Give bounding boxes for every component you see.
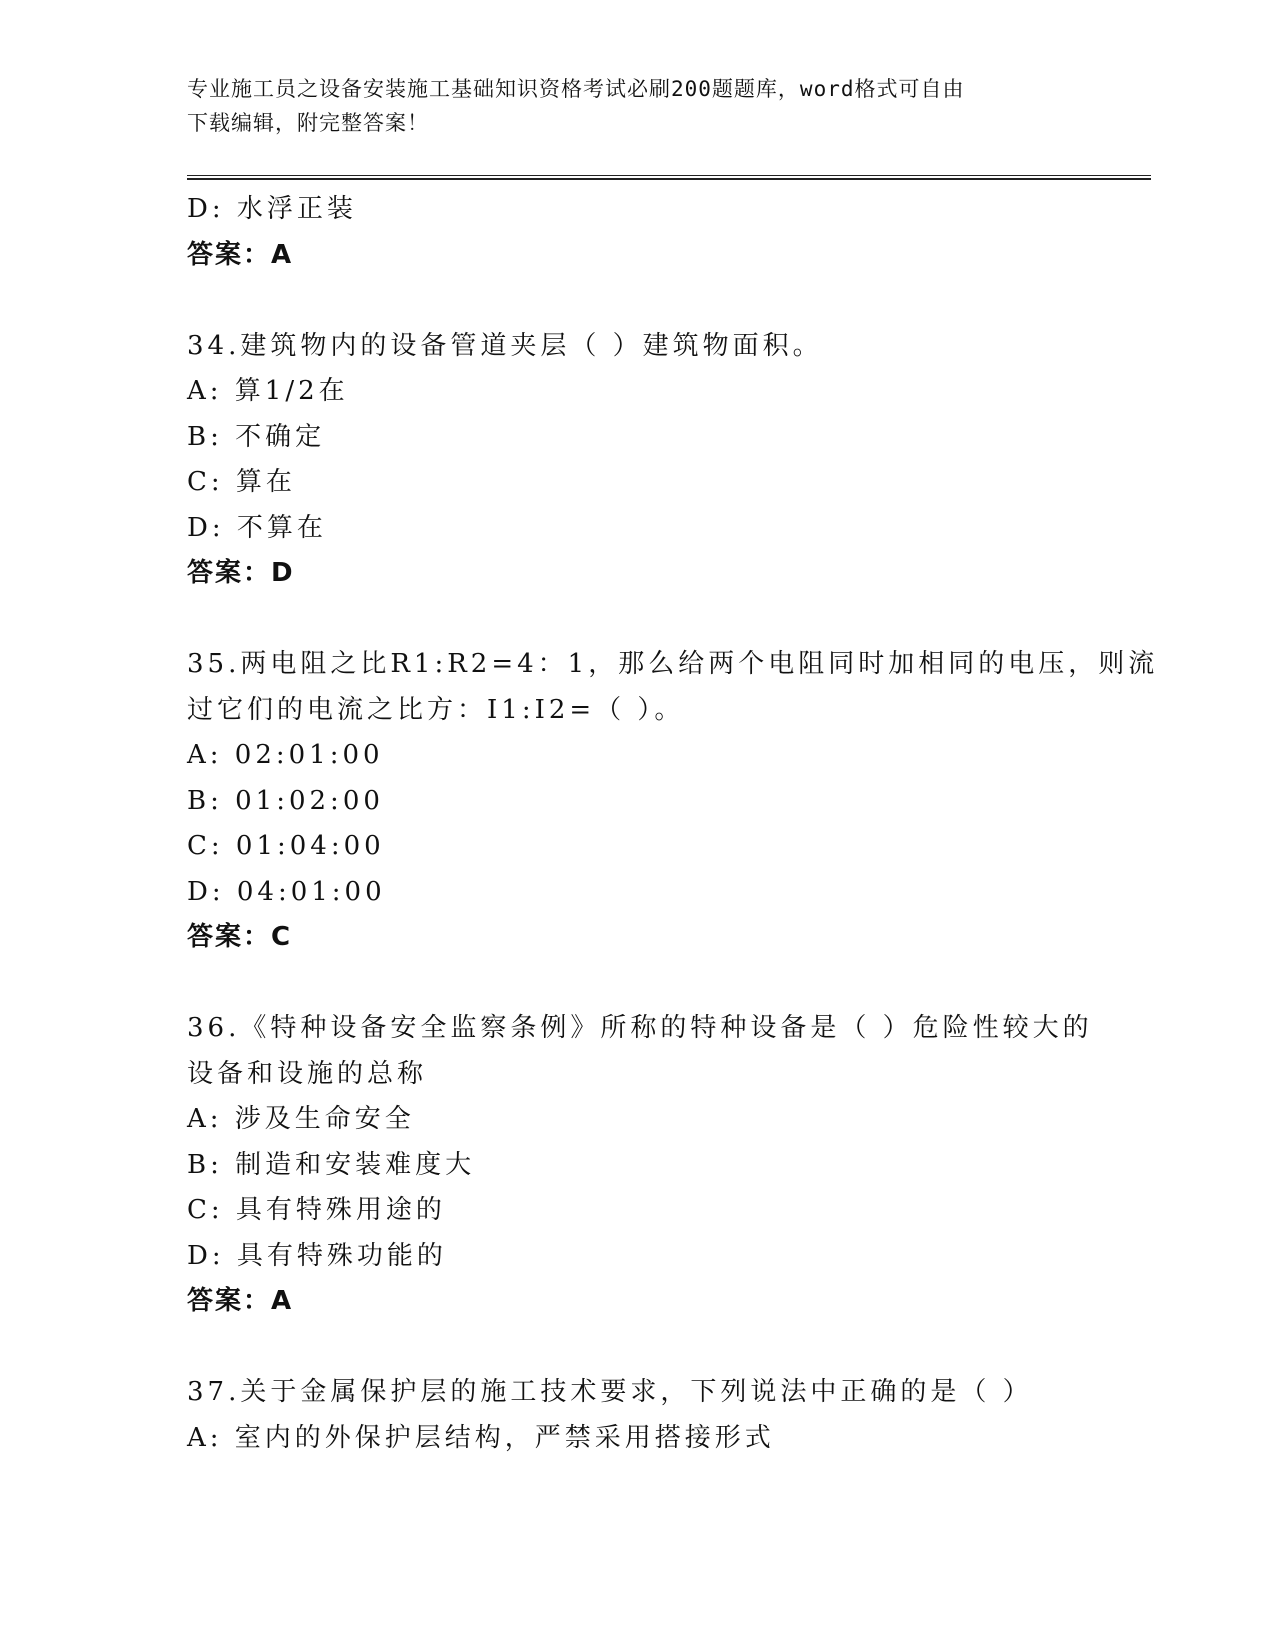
- header-divider: [187, 175, 1151, 180]
- option-d: D: 具有特殊功能的: [187, 1240, 447, 1271]
- option-d: D: 04:01:00: [187, 876, 386, 907]
- option-b: B: 制造和安装难度大: [187, 1149, 476, 1180]
- question-block: [187, 1006, 1093, 1325]
- spacer: [187, 1325, 1087, 1371]
- question-text: 36.《特种设备安全监察条例》所称的特种设备是（ ）危险性较大的: [187, 1013, 1093, 1043]
- question-text: 35.两电阻之比R1:R2=4：1，那么给两个电阻同时加相同的电压，则流: [187, 649, 1159, 679]
- option-a: A: 涉及生命安全: [187, 1104, 415, 1134]
- header-line-2: 下载编辑，附完整答案！: [187, 111, 429, 135]
- option-c: C: 01:04:00: [187, 831, 385, 861]
- option-c: C: 算在: [187, 467, 296, 497]
- answer: 答案：D: [187, 558, 295, 588]
- question-text: 过它们的电流之比方：I1:I2=（ ）。: [187, 694, 685, 725]
- option-d: D: 水浮正装: [187, 194, 357, 224]
- answer: 答案：A: [187, 239, 294, 270]
- option-a: A: 02:01:00: [187, 740, 384, 770]
- spacer: [187, 278, 1087, 324]
- question-block: [187, 642, 1159, 961]
- option-a: A: 室内的外保护层结构，严禁采用搭接形式: [187, 1422, 775, 1453]
- option-b: B: 01:02:00: [187, 785, 384, 816]
- spacer: [187, 597, 1087, 643]
- option-b: B: 不确定: [187, 421, 326, 452]
- option-a: A: 算1/2在: [187, 376, 349, 406]
- answer: 答案：A: [187, 1286, 294, 1316]
- question-block: [187, 324, 1087, 597]
- question-block: [187, 1370, 1087, 1461]
- document-body: [187, 187, 1159, 1461]
- option-c: C: 具有特殊用途的: [187, 1195, 446, 1225]
- answer: 答案：C: [187, 922, 293, 952]
- question-text: 设备和设施的总称: [187, 1058, 428, 1089]
- option-d: D: 不算在: [187, 512, 327, 543]
- page-header: [187, 72, 1067, 140]
- header-line-1: 专业施工员之设备安装施工基础知识资格考试必刷200题题库，word格式可自由: [187, 77, 965, 101]
- spacer: [187, 961, 1087, 1007]
- question-text: 34.建筑物内的设备管道夹层（ ）建筑物面积。: [187, 330, 823, 361]
- question-text: 37.关于金属保护层的施工技术要求，下列说法中正确的是（ ）: [187, 1377, 1033, 1407]
